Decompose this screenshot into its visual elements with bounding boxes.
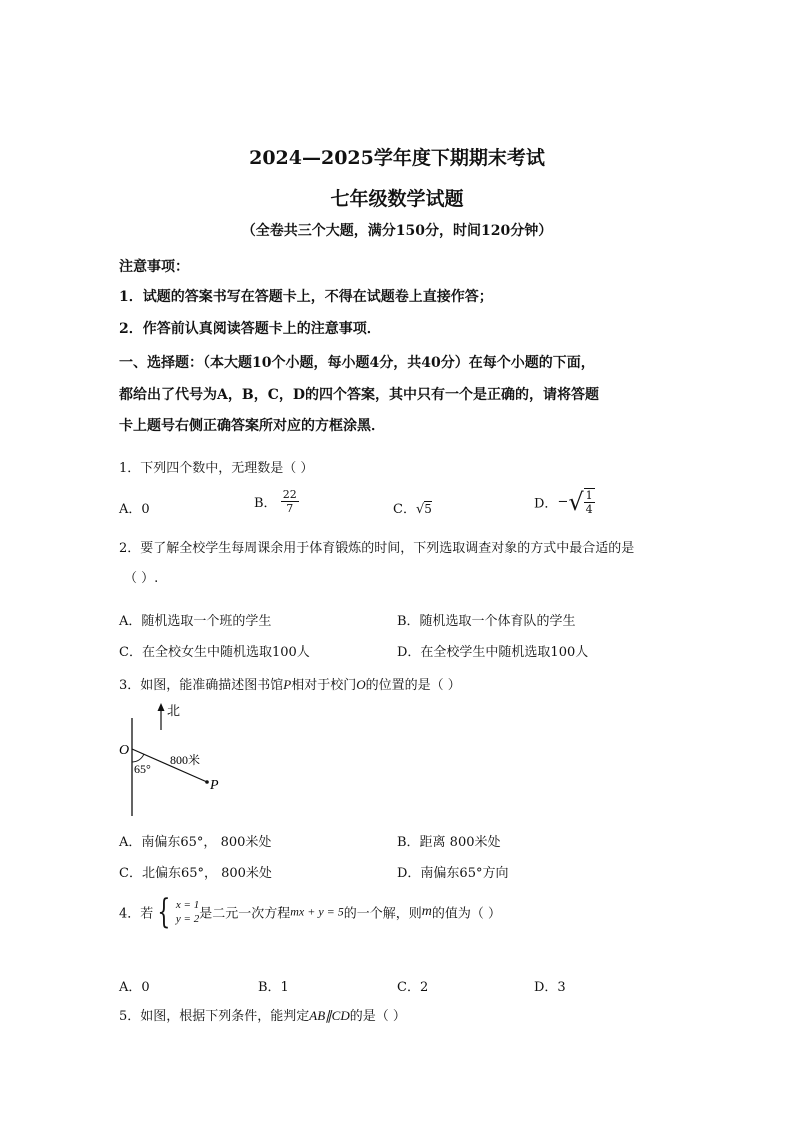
minus-sign: −: [557, 494, 569, 510]
q4-system: [153, 892, 200, 932]
q4-post-b: 的值为（ ）: [431, 906, 502, 922]
angle-label: 65°: [134, 762, 151, 776]
q4-equation: mx + y = 5: [290, 904, 344, 919]
origin-label: O: [119, 743, 130, 758]
q3-var-o: O: [356, 677, 366, 692]
q4-post-a: 的一个解，则: [343, 906, 422, 922]
q4-eq-1: x = 1: [175, 899, 200, 911]
q3-option-b: B．距离 800米处: [397, 835, 501, 850]
q2-option-c: C．在全校女生中随机选取100人: [119, 645, 310, 660]
q3-option-d: D．南偏东65°方向: [397, 866, 509, 881]
q2-option-d: D．在全校学生中随机选取100人: [397, 645, 589, 660]
q3-var-p: P: [283, 677, 292, 692]
point-p-label: P: [210, 778, 219, 793]
q1-option-b-fraction: [281, 488, 299, 515]
q1-option-d-fraction: [584, 488, 595, 516]
q3-stem-post: 的位置的是（ ）: [365, 678, 461, 693]
q2-option-a: A．随机选取一个班的学生: [119, 614, 272, 629]
q1-option-b: [254, 488, 299, 515]
angle-arc: [132, 754, 144, 762]
distance-label: 800米: [170, 753, 201, 767]
q1-option-a: A．0: [119, 502, 150, 517]
q5-stem-pre: 5．如图，根据下列条件，能判定: [119, 1009, 310, 1024]
q4-option-b: B．1: [258, 980, 289, 995]
q3-figure: [110, 698, 240, 822]
q5-relation: AB∥CD: [309, 1008, 350, 1023]
notice-heading: 注意事项：: [119, 259, 189, 275]
q4-pre: 4．若: [119, 906, 154, 922]
sqrt-icon: √: [568, 488, 584, 516]
q1-option-d-label: D．: [534, 496, 558, 512]
section1-line-2: 都给出了代号为A，B，C，D的四个答案，其中只有一个是正确的，请将答题: [119, 387, 599, 403]
q1-option-b-label: B．: [254, 496, 277, 511]
q1-option-d: [534, 488, 595, 516]
q5-stem: [119, 1005, 406, 1024]
q1-option-c: [393, 498, 432, 517]
q1-option-c-radicand: 5: [424, 502, 432, 516]
sqrt-icon: √: [415, 502, 425, 517]
q2-option-b: B．随机选取一个体育队的学生: [397, 614, 576, 629]
q4-var-m: m: [421, 904, 432, 919]
q4-option-c: C．2: [397, 980, 429, 995]
q1-option-d-denominator: 4: [585, 503, 593, 516]
exam-info: （全卷共三个大题，满分150分，时间120分钟）: [241, 223, 553, 239]
exam-title: 2024—2025学年度下期期末考试: [249, 147, 545, 169]
q1-option-c-label: C．: [393, 502, 416, 517]
point-p-dot: [205, 780, 209, 784]
north-label: 北: [167, 704, 181, 719]
q4-option-d: D．3: [534, 980, 566, 995]
q3-option-a: A．南偏东65°， 800米处: [119, 835, 272, 850]
q4-mid: 是二元一次方程: [199, 906, 291, 922]
q2-stem-cont: （ ）.: [124, 571, 159, 586]
section1-line-1: 一、选择题：（本大题10个小题，每小题4分，共40分）在每个小题的下面，: [119, 355, 595, 371]
q1-stem: 1．下列四个数中，无理数是（ ）: [119, 461, 314, 476]
section1-line-3: 卡上题号右侧正确答案所对应的方框涂黑．: [119, 418, 385, 434]
q3-stem: [119, 674, 461, 693]
q4-eq-2: y = 2: [175, 913, 200, 925]
q4-option-a: A．0: [119, 980, 150, 995]
exam-subject: 七年级数学试题: [330, 188, 464, 210]
notice-item-1: 1．试题的答案书写在答题卡上，不得在试题卷上直接作答；: [119, 289, 493, 305]
q4-stem: [119, 892, 502, 932]
q5-stem-post: 的是（ ）: [349, 1009, 406, 1024]
q4-system-equations: [176, 898, 199, 926]
q3-stem-pre: 3．如图，能准确描述图书馆: [119, 678, 284, 693]
q1-option-d-numerator: 1: [585, 489, 593, 502]
q2-stem: 2．要了解全校学生每周课余用于体育锻炼的时间，下列选取调查对象的方式中最合适的是: [119, 541, 635, 556]
q3-option-c: C．北偏东65°， 800米处: [119, 866, 272, 881]
q1-option-b-denominator: 7: [286, 502, 294, 515]
q1-option-b-numerator: 22: [282, 488, 297, 501]
north-arrow-icon: [158, 703, 165, 711]
q3-stem-mid: 相对于校门: [291, 678, 357, 693]
notice-item-2: 2．作答前认真阅读答题卡上的注意事项．: [119, 321, 381, 337]
brace-icon: {: [157, 892, 171, 932]
